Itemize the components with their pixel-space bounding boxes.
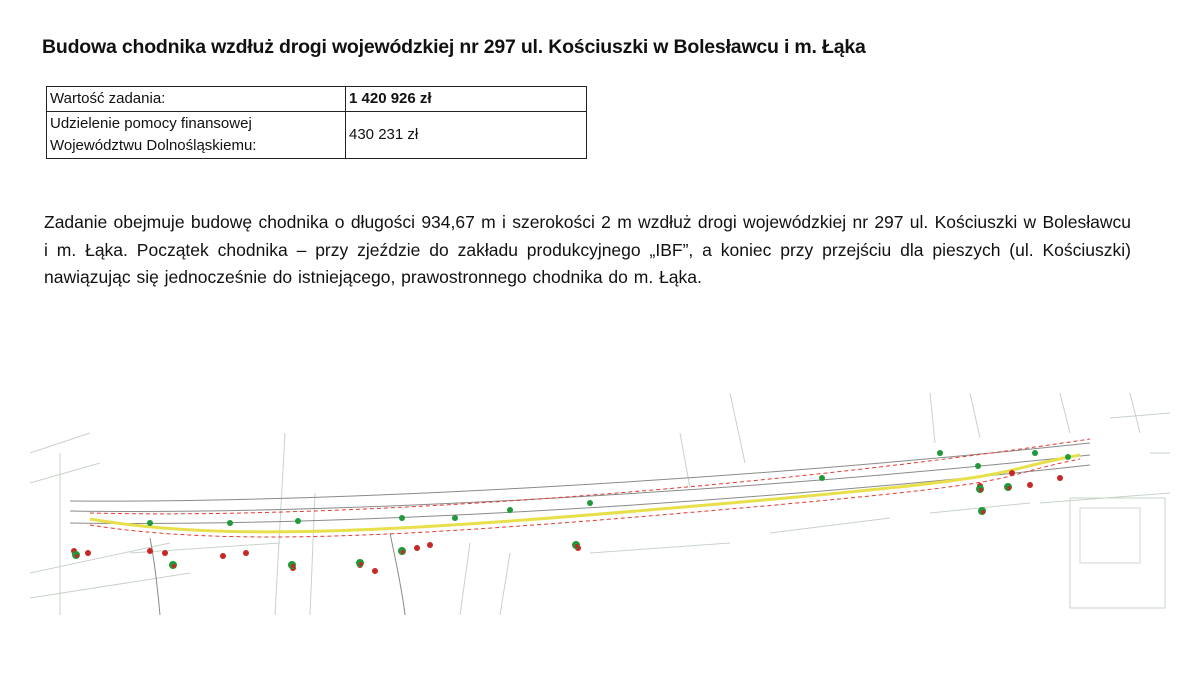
tree-red-icon xyxy=(1027,482,1033,488)
page-title: Budowa chodnika wzdłuż drogi wojewódzkiej nr 297 ul. Kościuszki w Bolesławcu i m. Łąka xyxy=(42,36,866,58)
side-road-line xyxy=(390,533,405,615)
tree-green-icon xyxy=(975,463,981,469)
tree-red-icon xyxy=(1009,470,1015,476)
plan-line xyxy=(275,433,285,615)
plan-title-block-inner xyxy=(1080,508,1140,563)
tree-markers xyxy=(71,450,1071,574)
tree-red-icon xyxy=(243,550,249,556)
tree-mixed-icon-core xyxy=(575,544,579,548)
plan-line xyxy=(770,518,890,533)
tree-green-icon xyxy=(587,500,593,506)
road-lines xyxy=(70,439,1090,615)
plan-line xyxy=(30,573,190,598)
tree-green-icon xyxy=(1032,450,1038,456)
plan-line xyxy=(30,433,90,453)
plan-line xyxy=(1130,393,1140,433)
tree-red-icon xyxy=(147,548,153,554)
tree-red-icon xyxy=(220,553,226,559)
financial-aid-amount: 430 231 zł xyxy=(346,112,587,159)
tree-mixed-icon-core xyxy=(1007,486,1011,490)
road-plan-drawing xyxy=(30,393,1170,615)
tree-mixed-icon-core xyxy=(359,562,363,566)
plan-line xyxy=(590,543,730,553)
tree-green-icon xyxy=(147,520,153,526)
tree-green-icon xyxy=(819,475,825,481)
tree-red-icon xyxy=(162,550,168,556)
tree-green-icon xyxy=(507,507,513,513)
tree-green-icon xyxy=(295,518,301,524)
plan-line xyxy=(730,393,745,463)
tree-red-icon xyxy=(372,568,378,574)
plan-line xyxy=(680,433,690,488)
tree-green-icon xyxy=(937,450,943,456)
tree-mixed-icon-core xyxy=(979,488,983,492)
tree-green-icon xyxy=(227,520,233,526)
road-edge-top xyxy=(70,443,1090,501)
financial-aid-label: Udzielenie pomocy finansowej Województwu Dolnośląskiemu: xyxy=(47,112,346,159)
table-row xyxy=(47,112,587,159)
plan-line xyxy=(460,543,470,615)
plan-line xyxy=(930,393,935,443)
tree-mixed-icon-core xyxy=(172,564,176,568)
plan-background-lines xyxy=(30,393,1170,615)
task-value-amount: 1 420 926 zł xyxy=(346,87,587,112)
table-row xyxy=(47,87,587,112)
tree-mixed-icon-core xyxy=(75,554,79,558)
plan-title-block xyxy=(1070,498,1165,608)
tree-green-icon xyxy=(452,515,458,521)
plan-line xyxy=(1110,413,1170,418)
tree-red-icon xyxy=(427,542,433,548)
finance-table xyxy=(46,86,587,159)
sidewalk-line xyxy=(90,455,1080,532)
tree-mixed-icon-core xyxy=(981,510,985,514)
tree-red-icon xyxy=(414,545,420,551)
plan-line xyxy=(30,543,170,573)
plan-line xyxy=(970,393,980,438)
plan-line xyxy=(1060,393,1070,433)
plan-line xyxy=(500,553,510,615)
tree-mixed-icon-core xyxy=(291,564,295,568)
tree-mixed-icon-core xyxy=(401,550,405,554)
task-description: Zadanie obejmuje budowę chodnika o długości 934,67 m i szerokości 2 m wzdłuż drogi wojewódzkiej nr 297 ul. Kościuszki w Bolesławcu i m. Łąka. Początek chodnika – przy zjeździe do zakładu produkcyjnego „IBF”, a koniec przy przejściu dla pieszych (ul. Kościuszki) nawiązując się jednocześnie do istniejącego, prawostronnego chodnika do m. Łąka. xyxy=(44,212,1131,287)
tree-green-icon xyxy=(1065,454,1071,460)
task-value-label: Wartość zadania: xyxy=(47,87,346,112)
tree-green-icon xyxy=(399,515,405,521)
plan-line xyxy=(30,463,100,483)
tree-red-icon xyxy=(85,550,91,556)
tree-red-icon xyxy=(1057,475,1063,481)
